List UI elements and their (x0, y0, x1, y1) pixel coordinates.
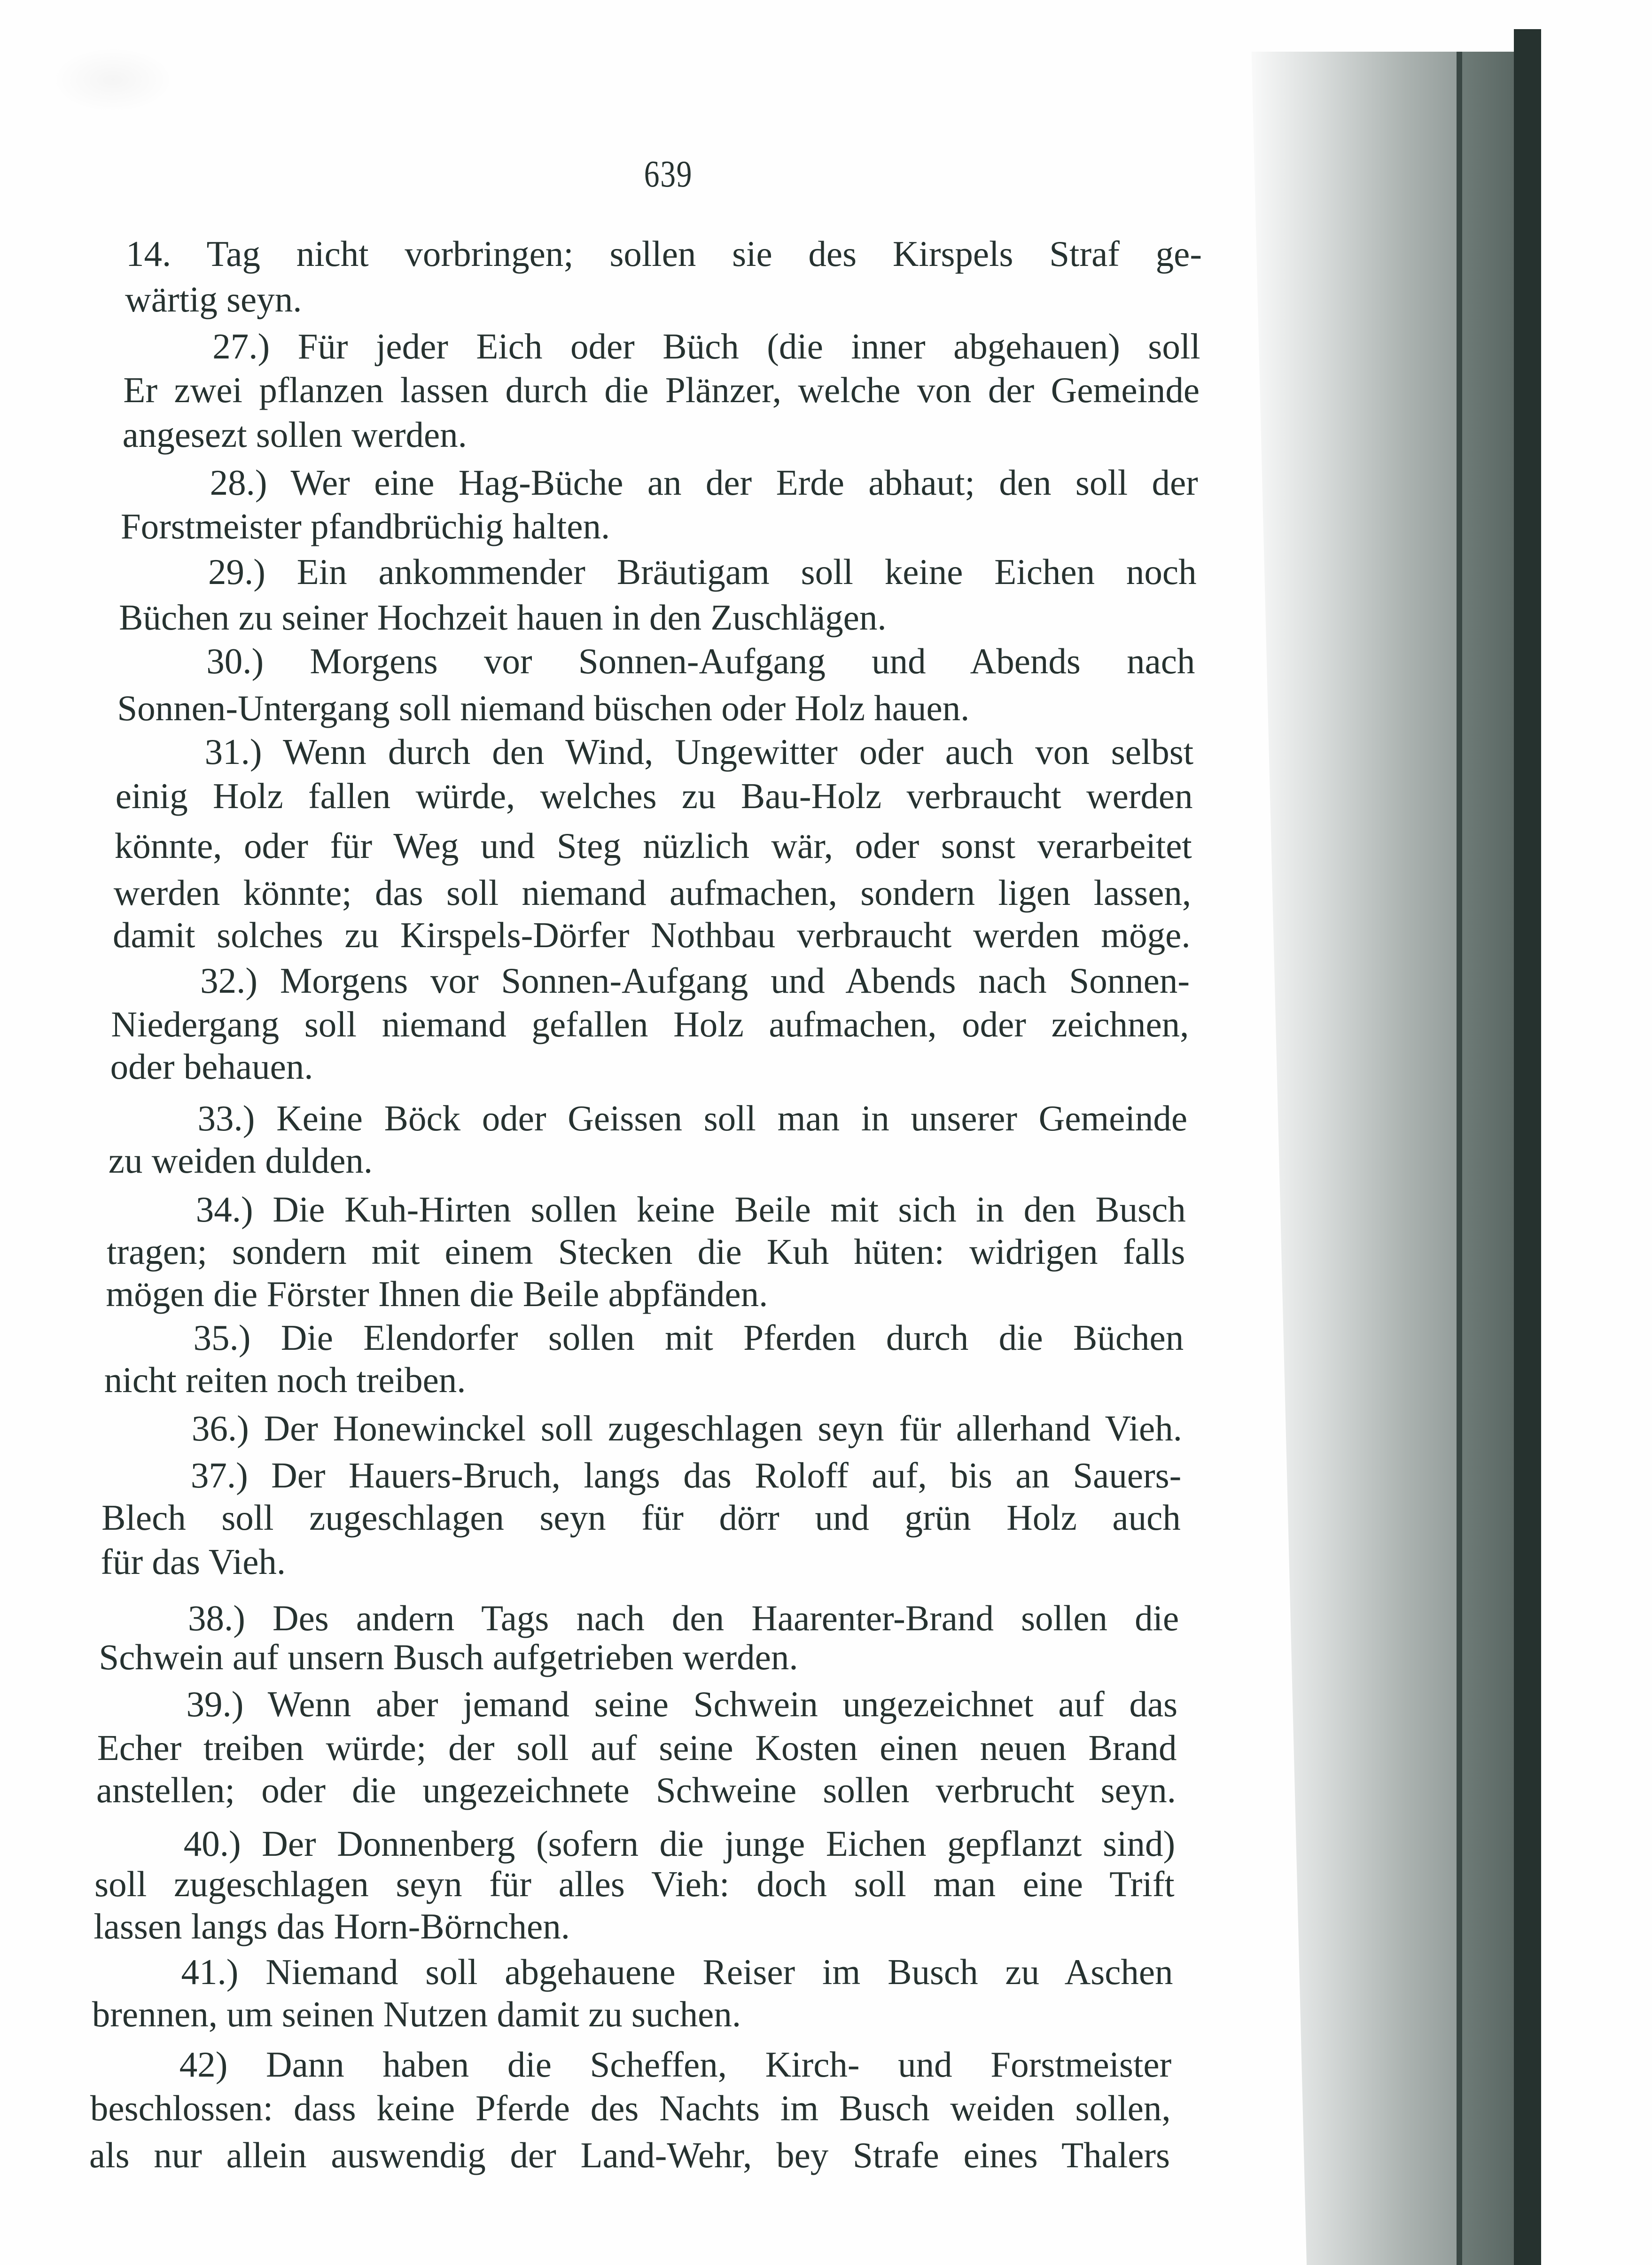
text-line: soll zugeschlagen seyn für alles Vieh: doch soll man eine Trift (94, 1864, 1175, 1904)
text-line: angesezt sollen werden. (122, 414, 467, 455)
text-line: oder behauen. (110, 1046, 313, 1087)
text-line: 33.) Keine Böck oder Geissen soll man in unserer Gemeinde (197, 1098, 1188, 1138)
text-line: 36.) Der Honewinckel soll zugeschlagen seyn für allerhand Vieh. (191, 1408, 1182, 1448)
text-line: für das Vieh. (101, 1541, 286, 1582)
text-line: Blech soll zugeschlagen seyn für dörr und grün Holz auch (101, 1497, 1181, 1538)
text-line: 30.) Morgens vor Sonnen-Aufgang und Abends nach (206, 641, 1195, 681)
text-line: Er zwei pflanzen lassen durch die Plänzer, welche von der Gemeinde (123, 370, 1200, 410)
text-line: könnte, oder für Weg und Steg nüzlich wär, oder sonst verarbeitet (114, 825, 1192, 866)
text-line: 29.) Ein ankommender Bräutigam soll keine Eichen noch (208, 552, 1197, 592)
text-line: nicht reiten noch treiben. (104, 1360, 466, 1400)
text-line: damit solches zu Kirspels-Dörfer Nothbau verbraucht werden möge. (113, 915, 1191, 955)
text-line: 37.) Der Hauers-Bruch, langs das Roloff auf, bis an Sauers- (190, 1455, 1182, 1495)
binding-shadow (1240, 52, 1461, 2265)
text-line: Sonnen-Untergang soll niemand büschen oder Holz hauen. (117, 688, 970, 728)
page-number: 639 (644, 154, 693, 195)
text-line: 34.) Die Kuh-Hirten sollen keine Beile mit sich in den Busch (195, 1189, 1186, 1230)
book-edge (1514, 29, 1541, 2265)
text-line: 38.) Des andern Tags nach den Haarenter-Brand sollen die (188, 1598, 1179, 1638)
text-line: Forstmeister pfandbrüchig halten. (120, 506, 610, 546)
text-line: 39.) Wenn aber jemand seine Schwein ungezeichnet auf das (186, 1684, 1178, 1724)
text-line: 32.) Morgens vor Sonnen-Aufgang und Abends nach Sonnen- (200, 960, 1190, 1001)
text-line: 27.) Für jeder Eich oder Büch (die inner abgehauen) soll (212, 326, 1200, 366)
text-line: 28.) Wer eine Hag-Büche an der Erde abhaut; den soll der (210, 462, 1198, 503)
text-line: werden könnte; das soll niemand aufmachen, sondern ligen lassen, (113, 872, 1192, 913)
text-line: 41.) Niemand soll abgehauene Reiser im Busch zu Aschen (181, 1952, 1173, 1992)
text-line: beschlossen: dass keine Pferde des Nachts im Busch weiden sollen, (90, 2088, 1171, 2128)
text-line: mögen die Förster Ihnen die Beile abpfänden. (106, 1274, 768, 1314)
text-line: 42) Dann haben die Scheffen, Kirch- und Forstmeister (179, 2044, 1172, 2085)
text-line: anstellen; oder die ungezeichnete Schweine sollen verbrucht seyn. (96, 1770, 1177, 1810)
text-line: 14. Tag nicht vorbringen; sollen sie des Kirspels Straf ge- (126, 234, 1202, 274)
text-line: Niedergang soll niemand gefallen Holz aufmachen, oder zeichnen, (111, 1004, 1189, 1044)
text-line: als nur allein auswendig der Land-Wehr, bey Strafe eines Thalers (89, 2135, 1170, 2175)
text-line: 31.) Wenn durch den Wind, Ungewitter oder auch von selbst (204, 732, 1194, 772)
text-line: einig Holz fallen würde, welches zu Bau-Holz verbraucht werden (115, 776, 1193, 816)
binding-fold-line (1457, 52, 1462, 2265)
text-line: lassen langs das Horn-Börnchen. (94, 1906, 570, 1946)
text-line: 35.) Die Elendorfer sollen mit Pferden durch die Büchen (193, 1317, 1184, 1358)
text-line: 40.) Der Donnenberg (sofern die junge Eichen gepflanzt sind) (183, 1823, 1176, 1864)
text-line: brennen, um seinen Nutzen damit zu suchen. (92, 1994, 741, 2034)
text-line: Büchen zu seiner Hochzeit hauen in den Zuschlägen. (119, 597, 887, 638)
text-line: wärtig seyn. (125, 279, 302, 319)
binding-shadow-band (1462, 52, 1514, 2265)
text-line: zu weiden dulden. (108, 1140, 373, 1181)
bleed-through-mark (52, 47, 174, 113)
text-line: Echer treiben würde; der soll auf seine Kosten einen neuen Brand (97, 1728, 1177, 1768)
text-line: tragen; sondern mit einem Stecken die Kuh hüten: widrigen falls (107, 1231, 1185, 1272)
text-line: Schwein auf unsern Busch aufgetrieben werden. (99, 1637, 798, 1677)
